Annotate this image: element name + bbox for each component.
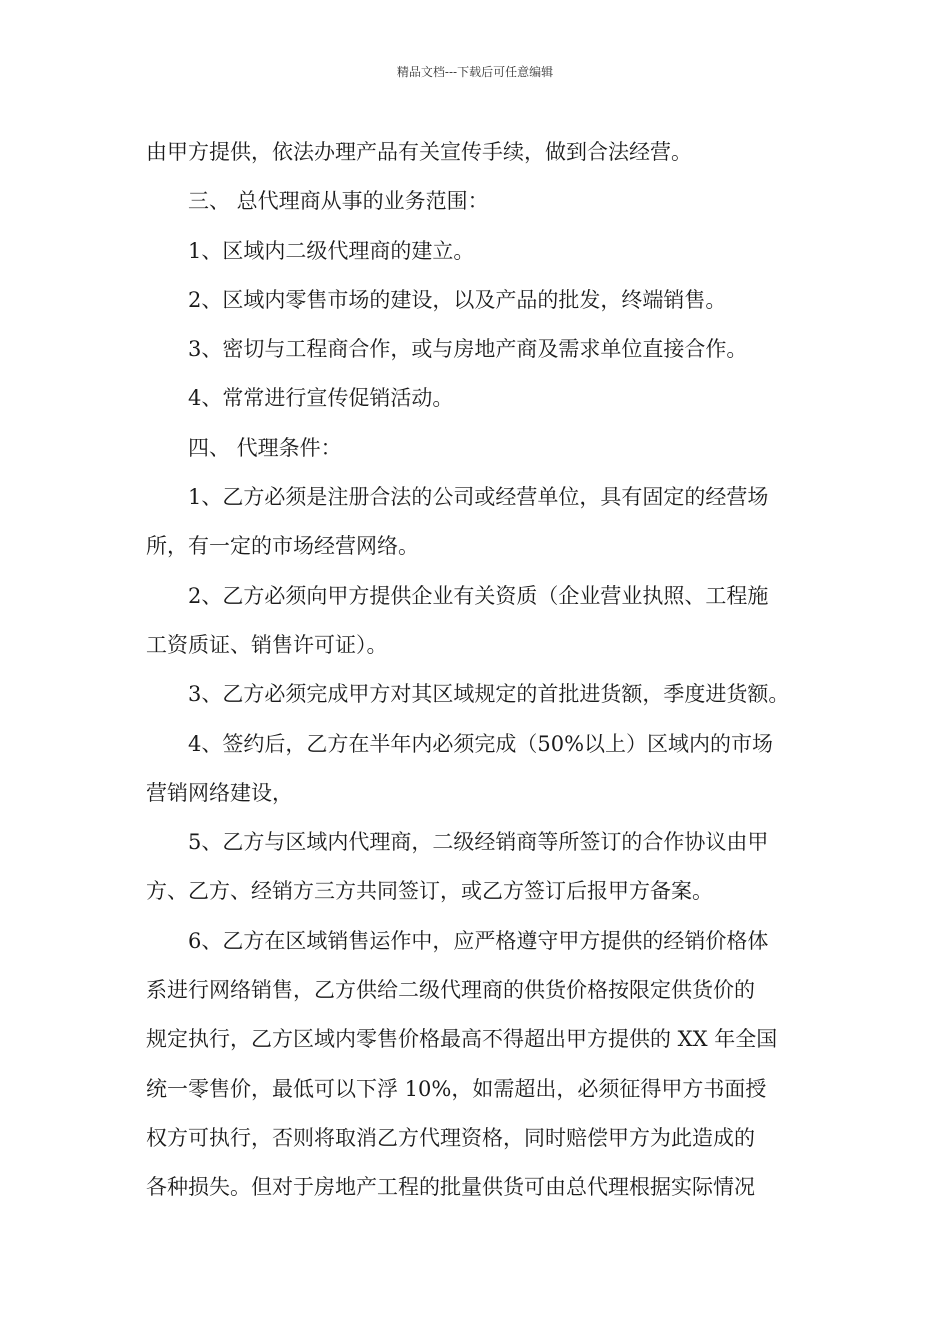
list-item: 4、常常进行宣传促销活动。 bbox=[188, 386, 454, 411]
paragraph-line: 系进行网络销售，乙方供给二级代理商的供货价格按限定供货价的 bbox=[146, 978, 755, 1003]
paragraph-line: 权方可执行，否则将取消乙方代理资格，同时赔偿甲方为此造成的 bbox=[146, 1125, 755, 1150]
paragraph-line: 各种损失。但对于房地产工程的批量供货可由总代理根据实际情况 bbox=[146, 1175, 755, 1200]
list-item: 2、乙方必须向甲方提供企业有关资质（企业营业执照、工程施 bbox=[188, 583, 769, 608]
paragraph-line: 规定执行，乙方区域内零售价格最高不得超出甲方提供的 XX 年全国 bbox=[146, 1027, 778, 1052]
list-item: 5、乙方与区域内代理商，二级经销商等所签订的合作协议由甲 bbox=[188, 830, 769, 855]
list-item: 3、乙方必须完成甲方对其区域规定的首批进货额，季度进货额。 bbox=[188, 682, 790, 707]
list-item: 3、密切与工程商合作，或与房地产商及需求单位直接合作。 bbox=[188, 337, 748, 362]
document-body bbox=[146, 128, 826, 1213]
list-item: 6、乙方在区域销售运作中，应严格遵守甲方提供的经销价格体 bbox=[188, 928, 769, 953]
list-item: 1、区域内二级代理商的建立。 bbox=[188, 238, 475, 263]
paragraph-line: 所，有一定的市场经营网络。 bbox=[146, 534, 419, 559]
page-header: 精品文档---下载后可任意编辑 bbox=[396, 65, 554, 79]
section-heading: 三、 总代理商从事的业务范围： bbox=[188, 189, 489, 214]
list-item: 1、乙方必须是注册合法的公司或经营单位，具有固定的经营场 bbox=[188, 485, 769, 510]
paragraph-line: 由甲方提供，依法办理产品有关宣传手续，做到合法经营。 bbox=[146, 140, 692, 164]
paragraph-line: 工资质证、销售许可证）。 bbox=[146, 632, 388, 657]
section-heading: 四、 代理条件： bbox=[188, 435, 342, 460]
list-item: 4、签约后，乙方在半年内必须完成（50%以上）区域内的市场 bbox=[188, 731, 774, 756]
paragraph-line: 统一零售价，最低可以下浮 10%，如需超出，必须征得甲方书面授 bbox=[146, 1076, 767, 1101]
paragraph-line: 方、乙方、经销方三方共同签订，或乙方签订后报甲方备案。 bbox=[146, 879, 713, 904]
list-item: 2、区域内零售市场的建设，以及产品的批发，终端销售。 bbox=[188, 287, 727, 312]
paragraph-line: 营销网络建设， bbox=[146, 780, 293, 805]
